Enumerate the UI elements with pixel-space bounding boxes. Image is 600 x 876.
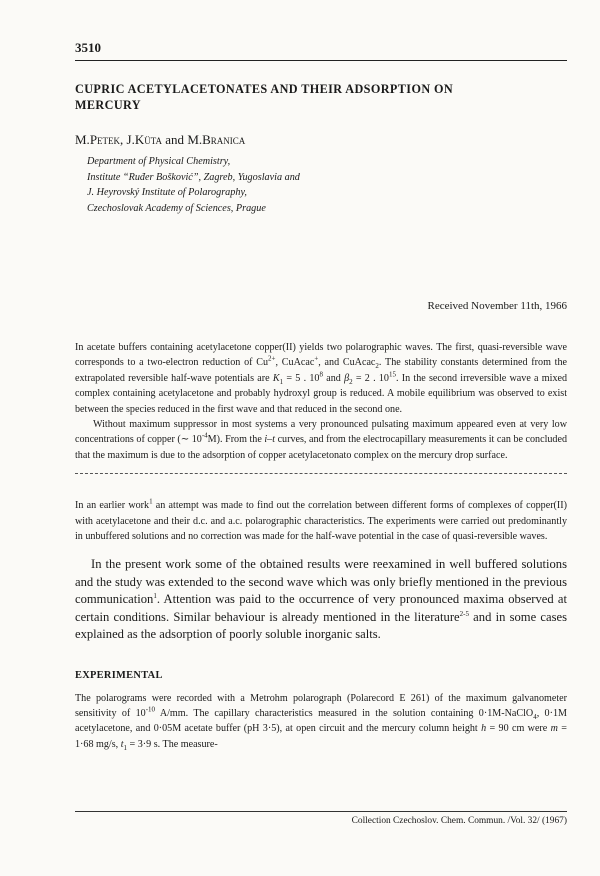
page-number: 3510 (75, 40, 101, 55)
subscript: 1 (279, 377, 284, 386)
body-text: The polarograms were recorded with a Metrohm polarograph (Polarecord E 261) of the maximum galvanometer sensitivity of 10 (75, 692, 567, 719)
affiliation (87, 154, 567, 216)
experimental-paragraph (75, 691, 567, 753)
reference-mark: 1 (153, 592, 157, 601)
superscript: + (314, 355, 319, 364)
symbol-t: t (120, 738, 124, 750)
journal-citation: Collection Czechoslov. Chem. Commun. /Vol. 32/ (1967) (351, 816, 567, 826)
abstract-text: = 5 . 10 (283, 372, 320, 384)
abstract-text: , CuAcac (275, 357, 315, 369)
affiliation-line: Czechoslovak Academy of Sciences, Prague (87, 202, 266, 214)
symbol-beta: β (344, 372, 350, 384)
body-text: an attempt was made to find out the correlation between different forms of complexes of copper(II) with acetylacetone and their d.c. and a.c. polarographic characteristics. The experiments were carried out predominantly in unbuffered solutions and no correction was made for the half-wave potential in the case of quasi-reversible waves. (75, 500, 567, 543)
author-1-initial: M. (75, 132, 90, 147)
subscript: 2 (349, 377, 353, 386)
abstract-paragraph (75, 340, 567, 417)
abstract (75, 340, 567, 463)
author-3-name: Branica (202, 132, 246, 147)
section-heading: EXPERIMENTAL (75, 669, 163, 681)
body-text: = 90 cm were (486, 723, 551, 735)
paragraph (75, 498, 567, 544)
page (75, 40, 567, 752)
body-text: In the present work some of the obtained results were reexamined in well buffered solutions and the study was extended to the second wave which was only briefly mentioned in the previous communication (75, 557, 567, 607)
reference-mark: 1 (149, 497, 153, 506)
intro-paragraph-small (75, 498, 567, 544)
abstract-text: curves, and from the electrocapillary measurements it can be concluded that the maximum is due to the adsorption of copper acetylacetonato complex on the mercury drop surface. (75, 434, 567, 461)
page-footer (75, 811, 567, 826)
superscript: 15 (388, 370, 396, 379)
body-text: = 3·9 s. The measure- (127, 738, 218, 750)
author-1-name: Petek (89, 132, 121, 147)
author-and: and (165, 132, 185, 147)
body-text: , 0·1M acetylacetone, and 0·05M acetate buffer (pH 3·5), at open circuit and the mercury column height (75, 707, 567, 735)
abstract-text: = 2 . 10 (352, 372, 389, 384)
symbol-k: K (272, 372, 280, 384)
affiliation-line: J. Heyrovský Institute of Polarography, (87, 187, 247, 198)
affiliation-line: Department of Physical Chemistry, (87, 156, 231, 167)
abstract-text: and (322, 372, 345, 384)
superscript: 8 (319, 370, 323, 379)
author-2-initial: J. (126, 132, 135, 147)
body-text: . Attention was paid to the occurrence of very pronounced maxima observed at certain conditions. Similar behaviour is already mentioned in the literature (75, 592, 567, 624)
author-2-name: Küta (134, 132, 163, 147)
abstract-paragraph (75, 417, 567, 463)
affiliation-line: Institute “Ruđer Bošković”, Zagreb, Yugoslavia and (87, 171, 300, 183)
paragraph (75, 556, 567, 643)
abstract-text: . The stability constants determined from the extrapolated reversible half-wave potentials are (75, 357, 568, 384)
received-date: Received November 11th, 1966 (427, 300, 567, 312)
superscript: -10 (145, 705, 156, 714)
abstract-text: In acetate buffers containing acetylacetone copper(II) yields two polarographic waves. The first, quasi-reversible wave corresponds to a two-electron reduction of Cu (75, 342, 567, 369)
reference-mark: 2-5 (459, 609, 469, 618)
abstract-text: , and CuAcac (318, 357, 376, 369)
body-text: and in some cases explained as the adsorption of poorly soluble inorganic salts. (75, 609, 567, 642)
body-text: A/mm. The capillary characteristics measured in the solution containing 0·1M-NaClO (155, 707, 534, 719)
symbol-m: m (550, 723, 558, 735)
abstract-text: Without maximum suppressor in most systems a very pronounced pulsating maximum appeared even at very low concentrations of copper (∼ 10 (75, 419, 567, 446)
body-text: In an earlier work (75, 500, 150, 512)
abstract-divider (75, 473, 567, 474)
symbol-h: h (481, 723, 487, 735)
header-rule (75, 60, 567, 61)
superscript: 2+ (268, 355, 276, 364)
paragraph (75, 691, 567, 753)
author-list: M.Petek, J.Küta and M.Branica (75, 132, 246, 147)
subscript: 4 (533, 712, 537, 721)
article-title: CUPRIC ACETYLACETONATES AND THEIR ADSORPTION ON MERCURY (75, 82, 454, 112)
superscript: -4 (201, 432, 208, 441)
abstract-text: . In the second irreversible wave a mixed complex containing acetylacetone and probably hydroxyl group is reduced. A mobile equilibrium was observed to exist between the species reduced in the first wave and that reduced in the second one. (75, 372, 568, 415)
abstract-text: M). From the (207, 434, 265, 446)
italic-term: i–t (264, 434, 276, 446)
author-3-initial: M. (187, 132, 203, 147)
body-text: = 1·68 mg/s, (75, 723, 567, 750)
footer-rule (75, 811, 567, 812)
subscript: 2 (375, 362, 379, 371)
subscript: 1 (123, 743, 128, 752)
intro-paragraph-large (75, 556, 567, 643)
